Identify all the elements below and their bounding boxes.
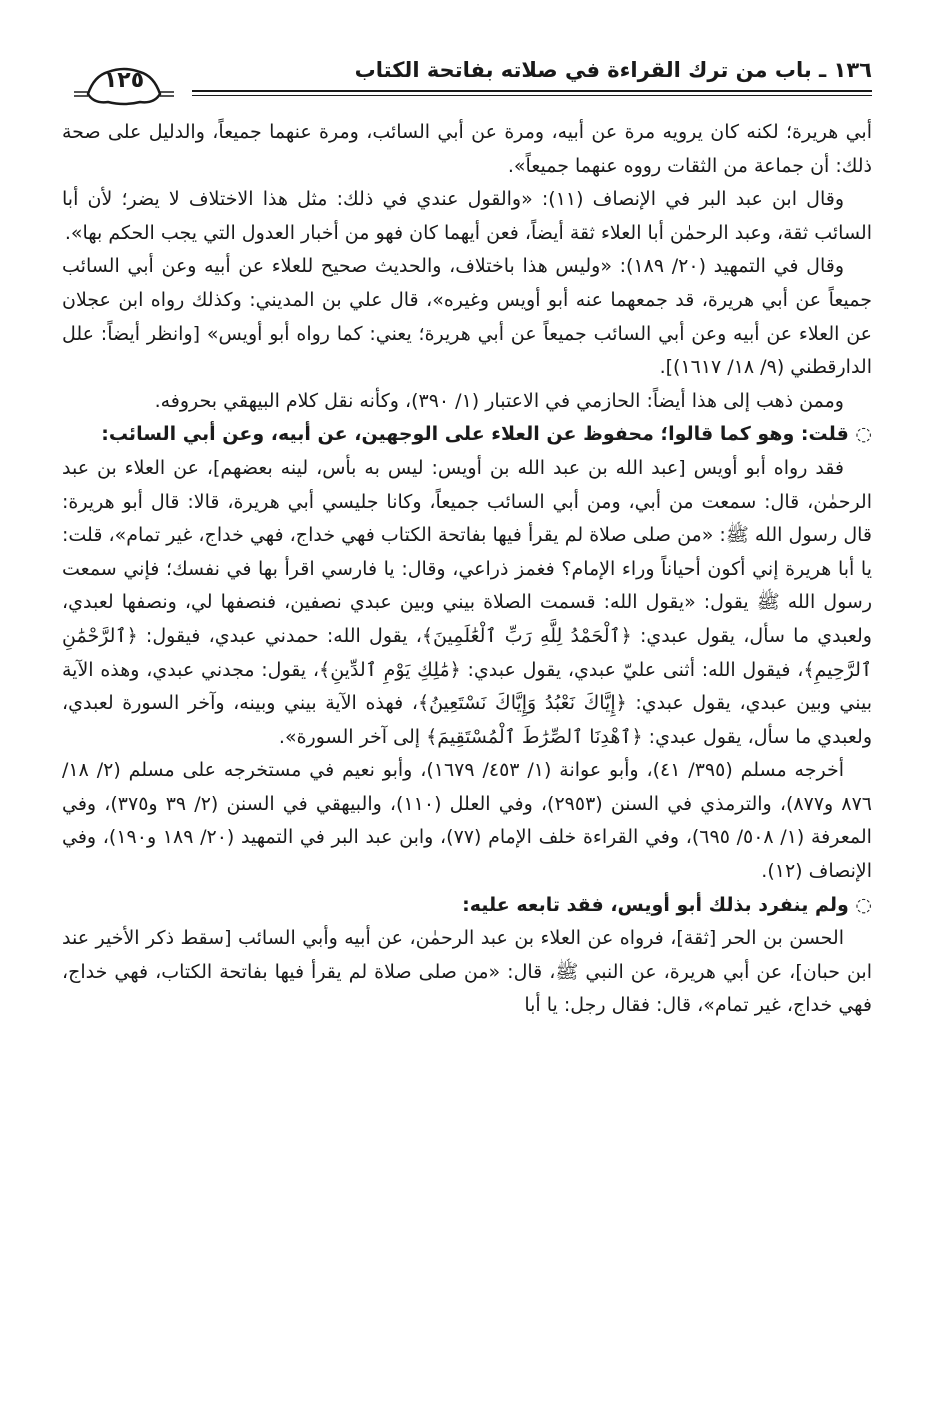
paragraph: وقال ابن عبد البر في الإنصاف (١١): «والقول عندي في ذلك: مثل هذا الاختلاف لا يضر؛ لأن أبا السائب ثقة، وعبد الرحمٰن أبا العلاء ثقة أيضاً، فعن أيهما كان فهو من أخبار العدول التي يجب الحكم بها».	[62, 188, 872, 244]
book-page	[62, 44, 872, 1023]
note-paragraph: ◌ قلت: وهو كما قالوا؛ محفوظ عن العلاء على الوجهين، عن أبيه، وعن أبي السائب:	[101, 423, 872, 446]
page-number-ornament	[72, 58, 176, 108]
paragraph: أخرجه مسلم (٣٩٥/ ٤١)، وأبو عوانة (١/ ٤٥٣/ ١٦٧٩)، وأبو نعيم في مستخرجه على مسلم (٢/ ١٨/ ٨٧٦ و٨٧٧)، والترمذي في السنن (٢٩٥٣)، وفي العلل (١١٠)، والبيهقي في السنن (٢/ ٣٩ و٣٧٥)، وفي المعرفة (١/ ٥٠٨/ ٦٩٥)، وفي القراءة خلف الإمام (٧٧)، وابن عبد البر في التمهيد (٢٠/ ١٨٩ و١٩٠)، وفي الإنصاف (١٢).	[62, 759, 872, 883]
paragraph: فقد رواه أبو أويس [عبد الله بن عبد الله بن أويس: ليس به بأس، لينه بعضهم]، عن العلاء بن عبد الرحمٰن، قال: سمعت من أبي، ومن أبي السائب جميعاً، وكانا جليسي أبي هريرة، قالا: قال أبو هريرة: قال رسول الله ﷺ: «من صلى صلاة لم يقرأ فيها بفاتحة الكتاب فهي خداج، فهي خداج، غير تمام»، قلت: يا أبا هريرة إني أكون أحياناً وراء الإمام؟ فغمز ذراعي، وقال: يا فارسي اقرأ بها في نفسك؛ فإني سمعت رسول الله ﷺ يقول: «يقول الله: قسمت الصلاة بيني وبين عبدي نصفين، فنصفها لي، ونصفها لعبدي، ولعبدي ما سأل، يقول عبدي: ﴿ٱلْحَمْدُ لِلَّهِ رَبِّ ٱلْعَٰلَمِينَ﴾، يقول الله: حمدني عبدي، فيقول: ﴿ٱلرَّحْمَٰنِ ٱلرَّحِيمِ﴾، فيقول الله: أثنى عليّ عبدي، يقول عبدي: ﴿مَٰلِكِ يَوْمِ ٱلدِّينِ﴾، يقول: مجدني عبدي، وهذه الآية بيني وبين عبدي، يقول عبدي: ﴿إِيَّاكَ نَعْبُدُ وَإِيَّاكَ نَسْتَعِينُ﴾، فهذه الآية بيني وبينه، وآخر السورة لعبدي، ولعبدي ما سأل، يقول عبدي: ﴿ٱهْدِنَا ٱلصِّرَٰطَ ٱلْمُسْتَقِيمَ﴾ إلى آخر السورة».	[62, 456, 872, 748]
paragraph: وقال في التمهيد (٢٠/ ١٨٩): «وليس هذا باختلاف، والحديث صحيح للعلاء عن أبيه وعن أبي السائب جميعاً عن أبي هريرة، قد جمعهما عنه أبو أويس وغيره»، قال علي بن المديني: وكذلك رواه ابن عجلان عن العلاء عن أبيه وعن أبي السائب جميعاً عن أبي هريرة؛ يعني: كما رواه أبو أويس» [وانظر أيضاً: علل الدارقطني (٩/ ١٨/ ١٦١٧)].	[62, 255, 872, 379]
page-body	[62, 116, 872, 1023]
page-number: ١٢٥	[103, 68, 145, 93]
page-header	[62, 44, 872, 108]
paragraph: وممن ذهب إلى هذا أيضاً: الحازمي في الاعتبار (١/ ٣٩٠)، وكأنه نقل كلام البيهقي بحروفه.	[154, 389, 844, 412]
note-paragraph: ◌ ولم ينفرد بذلك أبو أويس، فقد تابعه عليه:	[462, 893, 872, 916]
chapter-title: ١٣٦ ـ باب من ترك القراءة في صلاته بفاتحة الكتاب	[354, 58, 872, 82]
paragraph: الحسن بن الحر [ثقة]، فرواه عن العلاء بن عبد الرحمٰن، عن أبيه وأبي السائب [سقط ذكر الأخير عند ابن حبان]، عن أبي هريرة، عن النبي ﷺ، قال: «من صلى صلاة لم يقرأ فيها بفاتحة الكتاب، فهي خداج، فهي خداج، غير تمام»، قال: فقال رجل: يا أبا	[62, 927, 872, 1017]
paragraph: أبي هريرة؛ لكنه كان يرويه مرة عن أبيه، ومرة عن أبي السائب، ومرة عنهما جميعاً، والدليل على صحة ذلك: أن جماعة من الثقات رووه عنهما جميعاً».	[62, 121, 872, 177]
header-rule	[192, 90, 872, 96]
